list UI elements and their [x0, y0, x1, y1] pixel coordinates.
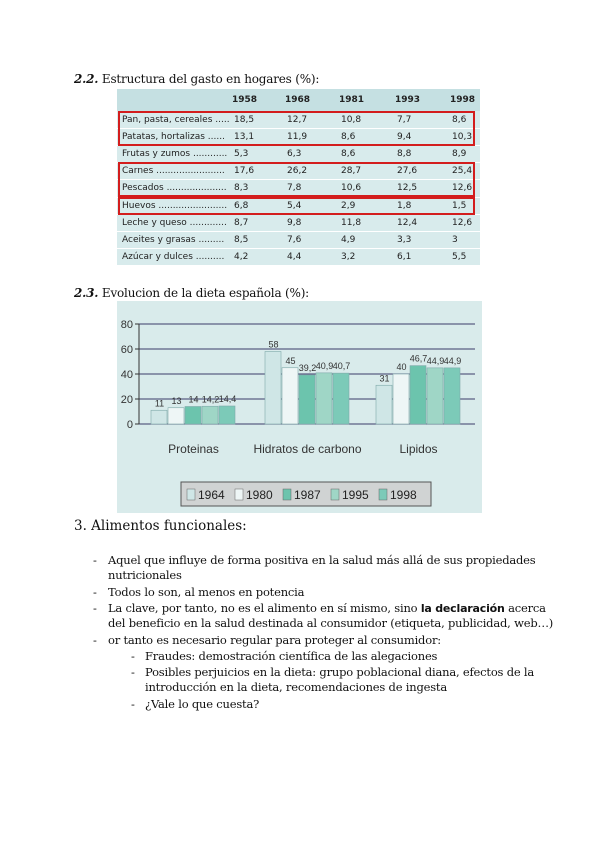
table-cell: 5,4 [287, 200, 302, 211]
bar-1987 [185, 407, 201, 425]
legend-swatch-1964 [187, 489, 195, 500]
bar-1980 [282, 368, 298, 424]
table-cell: 8,7 [234, 217, 249, 228]
table-cell: 8,6 [341, 132, 356, 143]
highlight-box [118, 162, 475, 197]
bar-value-label: 40,9 [315, 360, 334, 371]
bar-1998 [219, 406, 235, 424]
sublist-dash: - [131, 665, 135, 679]
table-cell: 5,5 [452, 251, 467, 262]
diet-chart-panel [117, 301, 482, 513]
table-cell: 18,5 [234, 115, 255, 125]
bar-value-label: 40 [396, 362, 407, 372]
table-cell: 1,5 [452, 200, 467, 211]
bar-1980 [168, 408, 184, 424]
table-cell: 17,6 [234, 166, 255, 177]
bar-value-label: 44,9 [443, 355, 462, 366]
table-cell: 7,6 [287, 234, 302, 245]
table-row-label: Leche y queso ............. [122, 217, 227, 228]
table-row-label: Aceites y grasas ......... [122, 234, 225, 245]
table-cell: 25,4 [452, 166, 473, 177]
list-item-bold: la declaración [420, 602, 505, 615]
legend-label: 1995 [342, 488, 369, 502]
bar-value-label: 31 [379, 373, 390, 384]
table-cell: 5,3 [234, 149, 249, 160]
spending-table [117, 89, 480, 265]
table-header-cell: 1968 [285, 95, 311, 105]
list-item-line: del beneficio en la salud destinada al consumidor (etiqueta, publicidad, web…) [108, 616, 554, 630]
table-row-label: Azúcar y dulces .......... [122, 251, 225, 262]
table-cell: 26,2 [287, 166, 308, 177]
table-row-label: Patatas, hortalizas ...... [122, 132, 225, 143]
table-header-cell: 1981 [339, 95, 365, 105]
sublist-item-line: ¿Vale lo que cuesta? [145, 697, 260, 711]
table-cell: 10,6 [341, 183, 362, 194]
sublist-dash: - [131, 697, 135, 711]
table-row-label: Carnes ........................ [122, 166, 225, 177]
bar-1964 [151, 410, 167, 424]
table-cell: 6,3 [287, 149, 302, 160]
legend-swatch-1995 [331, 489, 339, 500]
table-cell: 8,5 [234, 234, 249, 245]
legend-swatch-1980 [235, 489, 243, 500]
y-tick-label: 0 [126, 419, 133, 431]
table-cell: 6,8 [234, 200, 249, 211]
table-cell: 7,7 [397, 115, 412, 125]
table-row-label: Frutas y zumos ............ [122, 149, 228, 160]
table-cell: 3,3 [397, 234, 412, 245]
bar-value-label: 39,2 [298, 363, 317, 373]
table-cell: 3,2 [341, 251, 356, 262]
bar-value-label: 14 [188, 394, 199, 405]
list-item-line [108, 601, 553, 616]
table-cell: 12,6 [452, 183, 473, 194]
table-cell: 12,6 [452, 217, 473, 228]
bar-1987 [299, 375, 315, 424]
sublist-item-line: Fraudes: demostración científica de las alegaciones [145, 649, 438, 663]
bar-1964 [376, 385, 392, 424]
sublist-item [145, 665, 534, 695]
list-item-line: nutricionales [108, 568, 182, 582]
table-cell: 11,8 [341, 217, 362, 228]
list-item-text: La clave, por tanto, no es el alimento en sí mismo, sino [108, 601, 421, 615]
sublist-item-line: introducción en la dieta, recomendaciones de ingesta [145, 680, 447, 694]
sublist-item [145, 697, 259, 712]
table-cell: 10,3 [452, 132, 473, 143]
table-cell: 8,3 [234, 183, 249, 194]
table-cell: 9,8 [287, 217, 302, 228]
section-2-2-number: 2.2. [74, 72, 99, 86]
category-label: Lipidos [399, 442, 438, 456]
bar-1995 [427, 368, 443, 424]
section-2-3-number: 2.3. [74, 286, 99, 300]
sublist-item [145, 649, 437, 664]
table-row-divider [117, 231, 480, 232]
section-2-2-text: Estructura del gasto en hogares (%): [101, 72, 320, 86]
table-cell: 8,6 [452, 115, 467, 125]
highlight-box [118, 197, 475, 215]
table-cell: 12,4 [397, 217, 418, 228]
bar-1987 [410, 366, 426, 424]
list-item-line: or tanto es necesario regular para proteger al consumidor: [108, 633, 441, 647]
table-cell: 8,9 [452, 149, 467, 160]
table-row-divider [117, 248, 480, 249]
bar-value-label: 40,7 [332, 361, 351, 372]
bar-1980 [393, 374, 409, 424]
table-row-label: Pan, pasta, cereales ..... [122, 115, 230, 125]
list-item [108, 633, 441, 648]
table-row-label: Pescados ..................... [122, 183, 227, 194]
list-item [108, 553, 535, 583]
table-row-label: Huevos ........................ [122, 200, 228, 211]
table-header-cell: 1993 [395, 95, 421, 105]
bar-value-label: 14,4 [218, 394, 237, 404]
table-header-cell: 1998 [450, 95, 476, 105]
legend-label: 1980 [246, 488, 273, 502]
bar-value-label: 14,2 [201, 394, 220, 405]
legend-label: 1998 [390, 488, 417, 502]
category-label: Proteinas [168, 442, 219, 456]
bar-value-label: 11 [154, 398, 165, 409]
sublist-item-line: Posibles perjuicios en la dieta: grupo poblacional diana, efectos de la [145, 665, 535, 679]
y-tick-label: 20 [120, 394, 133, 406]
section-3-title: 3. Alimentos funcionales: [74, 518, 247, 534]
list-item-line: Aquel que influye de forma positiva en la salud más allá de sus propiedades [108, 553, 536, 567]
y-tick-label: 60 [120, 344, 133, 356]
bar-1998 [444, 368, 460, 424]
bar-1995 [316, 373, 332, 424]
bar-1998 [333, 373, 349, 424]
legend-label: 1987 [294, 488, 321, 502]
bar-1964 [265, 352, 281, 425]
table-cell: 1,8 [397, 200, 412, 211]
sublist-dash: - [131, 649, 135, 663]
bar-value-label: 58 [268, 339, 279, 350]
table-cell: 27,6 [397, 166, 418, 177]
table-header-cell: 1958 [232, 95, 258, 105]
bar-value-label: 45 [285, 355, 296, 366]
section-2-3-text: Evolucion de la dieta española (%): [101, 286, 310, 300]
section-2-3-title [74, 286, 309, 300]
diet-evolution-chart [117, 301, 482, 513]
legend-swatch-1987 [283, 489, 291, 500]
bar-value-label: 13 [171, 395, 182, 406]
list-dash: - [93, 601, 97, 615]
table-cell: 11,9 [287, 132, 308, 143]
list-item [108, 601, 553, 631]
y-tick-label: 80 [120, 319, 133, 331]
bar-value-label: 44,9 [426, 355, 445, 366]
list-item [108, 585, 304, 600]
list-dash: - [93, 633, 97, 647]
section-2-2-title [74, 72, 319, 86]
list-item-line: Todos lo son, al menos en potencia [108, 585, 305, 599]
legend-swatch-1998 [379, 489, 387, 500]
bar-1995 [202, 406, 218, 424]
table-cell: 6,1 [397, 251, 412, 262]
table-cell: 2,9 [341, 200, 356, 211]
legend-label: 1964 [198, 488, 225, 502]
bar-value-label: 46,7 [409, 353, 428, 364]
table-cell: 8,8 [397, 149, 412, 160]
table-cell: 4,9 [341, 234, 356, 245]
table-cell: 3 [452, 234, 458, 245]
table-cell: 28,7 [341, 166, 362, 177]
table-cell: 12,5 [397, 183, 418, 194]
table-cell: 8,6 [341, 149, 356, 160]
table-cell: 4,2 [234, 251, 249, 262]
table-cell: 10,8 [341, 115, 362, 125]
y-tick-label: 40 [120, 369, 133, 381]
category-label: Hidratos de carbono [253, 442, 362, 456]
list-dash: - [93, 553, 97, 567]
list-dash: - [93, 585, 97, 599]
table-cell: 13,1 [234, 132, 255, 143]
table-cell: 7,8 [287, 183, 302, 194]
table-cell: 12,7 [287, 115, 308, 125]
table-cell: 4,4 [287, 251, 302, 262]
list-item-text: acerca [504, 601, 546, 615]
highlight-box [118, 111, 475, 146]
table-cell: 9,4 [397, 132, 412, 143]
